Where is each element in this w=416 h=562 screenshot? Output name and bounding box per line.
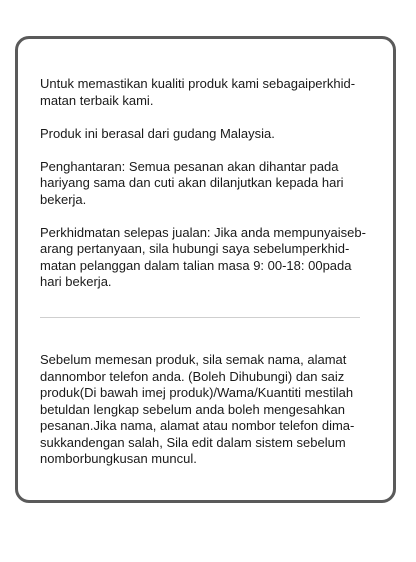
order-notice-paragraph: Sebelum memesan produk, sila semak nama, alamat dannombor telefon anda. (Boleh Dihubungi) dan saiz produk(Di bawah imej produk)/Wama/Kuantiti mestilah betuldan lengkap sebelum anda boleh mengesahkan pesanan.Jika nama, alamat atau nombor telefon dima- sukkandengan salah, Sila edit dalam sistem sebelum nomborbungkusan muncul.: [40, 352, 355, 466]
after-sales-paragraph: Perkhidmatan selepas jualan: Jika anda mempunyaiseb- arang pertanyaan, sila hubungi saya sebelumperkhid- matan pelanggan dalam talian masa 9: 00-18: 00pada hari bekerja.: [40, 224, 366, 289]
quality-paragraph: Untuk memastikan kualiti produk kami sebagaiperkhid- matan terbaik kami.: [40, 76, 356, 108]
origin-paragraph: Produk ini berasal dari gudang Malaysia.: [40, 125, 275, 141]
section-divider: [40, 317, 360, 318]
notice-section: [40, 352, 370, 468]
info-section: [40, 76, 370, 291]
info-card: [15, 36, 396, 503]
shipping-paragraph: Penghantaran: Semua pesanan akan dihantar pada hariyang sama dan cuti akan dilanjutkan kepada hari bekerja.: [40, 158, 344, 207]
